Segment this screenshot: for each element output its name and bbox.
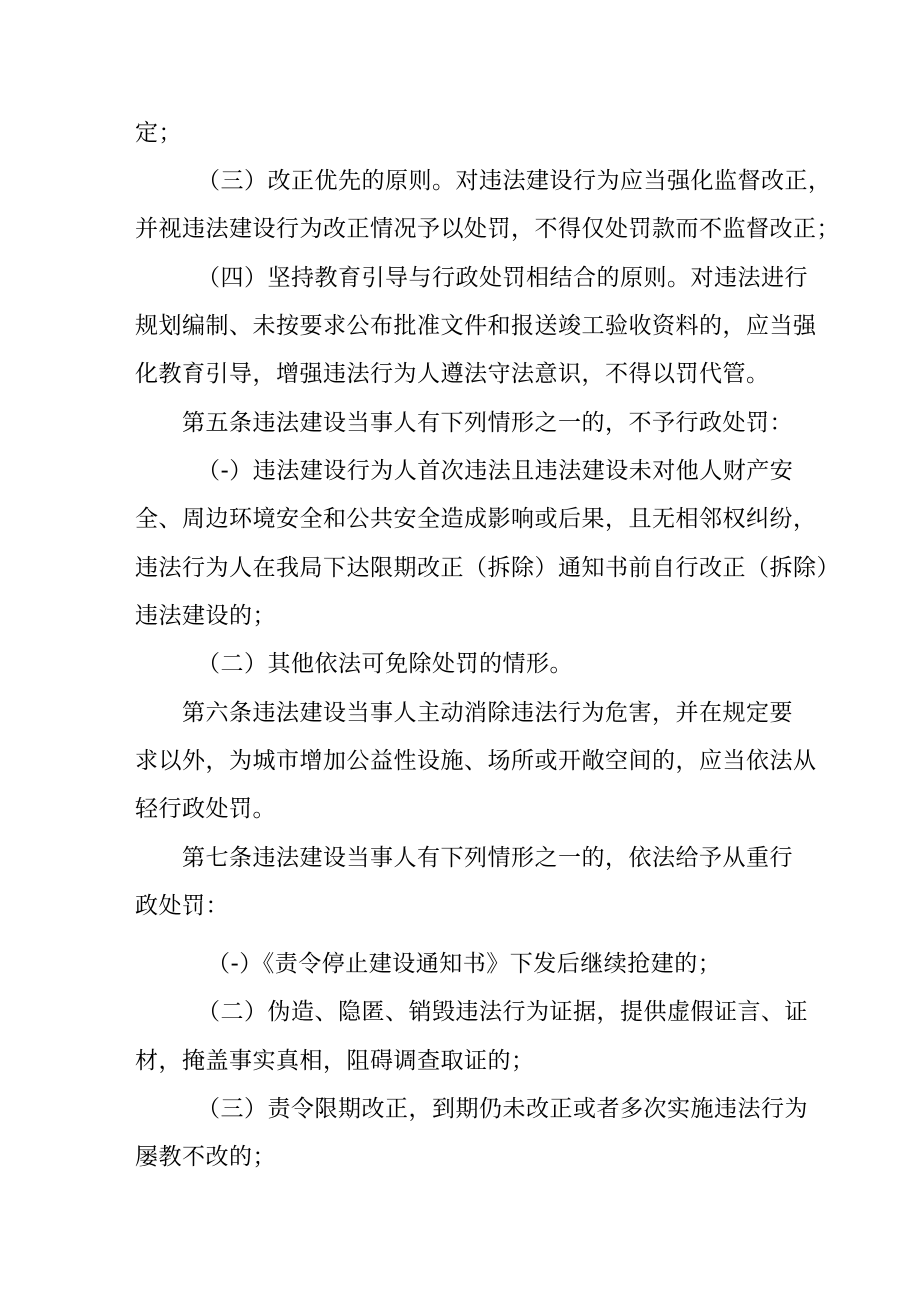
- text-line: 化教育引导，增强违法行为人遵法守法意识，不得以罚代管。: [135, 361, 770, 387]
- text-line: 求以外，为城市增加公益性设施、场所或开敞空间的，应当依法从: [135, 748, 817, 774]
- text-line: 并视违法建设行为改正情况予以处罚，不得仅处罚款而不监督改正；: [135, 216, 840, 242]
- text-line: 轻行政处罚。: [135, 796, 276, 822]
- text-line: 材，掩盖事实真相，阻碍调查取证的；: [135, 1048, 535, 1074]
- text-line: （-）违法建设行为人首次违法且违法建设未对他人财产安: [197, 458, 794, 484]
- text-line: 第五条违法建设当事人有下列情形之一的，不予行政处罚：: [182, 410, 793, 436]
- text-line: 第七条违法建设当事人有下列情形之一的，依法给予从重行: [182, 845, 793, 871]
- text-line: （二）其他依法可免除处罚的情形。: [197, 651, 573, 677]
- text-line: （三）责令限期改正，到期仍未改正或者多次实施违法行为: [197, 1096, 808, 1122]
- text-line: 规划编制、未按要求公布批准文件和报送竣工验收资料的，应当强: [135, 313, 817, 339]
- text-line: （四）坚持教育引导与行政处罚相结合的原则。对违法进行: [197, 265, 808, 291]
- text-line: 定；: [135, 120, 182, 146]
- text-line: 政处罚：: [135, 893, 229, 919]
- text-line: 违法建设的；: [135, 603, 276, 629]
- text-line: （-）《责令停止建设通知书》下发后继续抢建的；: [207, 951, 722, 977]
- text-line: 屡教不改的；: [135, 1144, 276, 1170]
- text-line: （三）改正优先的原则。对违法建设行为应当强化监督改正，: [197, 168, 832, 194]
- text-line: 第六条违法建设当事人主动消除违法行为危害，并在规定要: [182, 700, 793, 726]
- text-line: （二）伪造、隐匿、销毁违法行为证据，提供虚假证言、证: [197, 999, 808, 1025]
- text-line: 全、周边环境安全和公共安全造成影响或后果，且无相邻权纠纷，: [135, 506, 817, 532]
- text-line: 违法行为人在我局下达限期改正（拆除）通知书前自行改正（拆除）: [135, 555, 840, 581]
